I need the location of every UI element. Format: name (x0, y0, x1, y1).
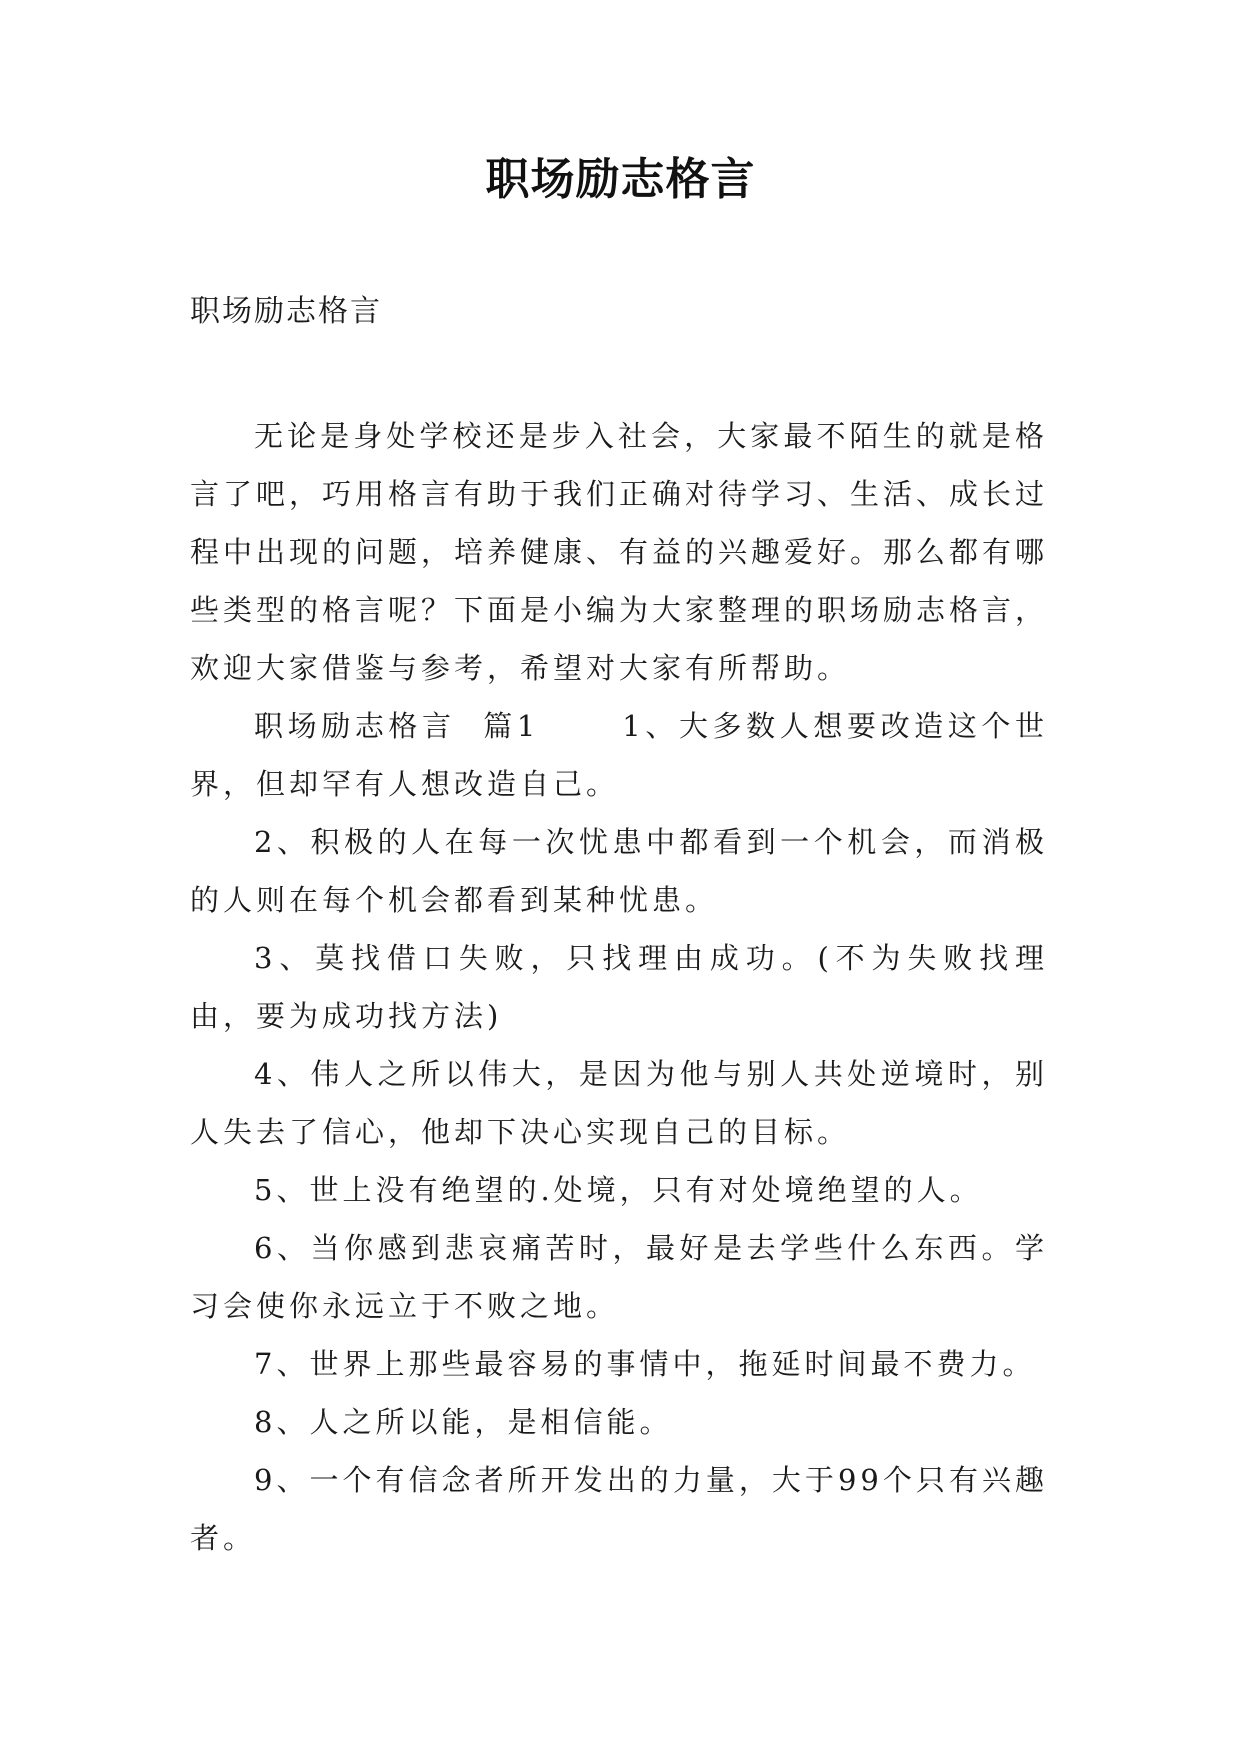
quote-paragraph-7: 7、世界上那些最容易的事情中，拖延时间最不费力。 (254, 1347, 1036, 1381)
document-subtitle: 职场励志格言 (190, 294, 382, 329)
quote-paragraph-8: 8、人之所以能，是相信能。 (254, 1405, 673, 1439)
quote-paragraph-6: 6、当你感到悲哀痛苦时，最好是去学些什么东西。学习会使你永远立于不败之地。 (190, 1231, 1048, 1323)
intro-paragraph: 无论是身处学校还是步入社会，大家最不陌生的就是格言了吧，巧用格言有助于我们正确对待学习、生活、成长过程中出现的问题，培养健康、有益的兴趣爱好。那么都有哪些类型的格言呢？下面是小编为大家整理的职场励志格言，欢迎大家借鉴与参考，希望对大家有所帮助。 (190, 419, 1049, 685)
document-body (190, 407, 1048, 1567)
quote-paragraph-5: 5、世上没有绝望的.处境，只有对处境绝望的人。 (254, 1173, 983, 1207)
quote-paragraph-9: 9、一个有信念者所开发出的力量，大于99个只有兴趣者。 (190, 1463, 1048, 1555)
quote-paragraph-3: 3、莫找借口失败，只找理由成功。(不为失败找理由，要为成功找方法) (190, 941, 1048, 1033)
quote-paragraph-1: 职场励志格言 篇1 1、大多数人想要改造这个世界，但却罕有人想改造自己。 (190, 709, 1048, 801)
quote-paragraph-2: 2、积极的人在每一次忧患中都看到一个机会，而消极的人则在每个机会都看到某种忧患。 (190, 825, 1048, 917)
document-title: 职场励志格言 (485, 154, 756, 205)
quote-paragraph-4: 4、伟人之所以伟大，是因为他与别人共处逆境时，别人失去了信心，他却下决心实现自己的目标。 (190, 1057, 1048, 1149)
